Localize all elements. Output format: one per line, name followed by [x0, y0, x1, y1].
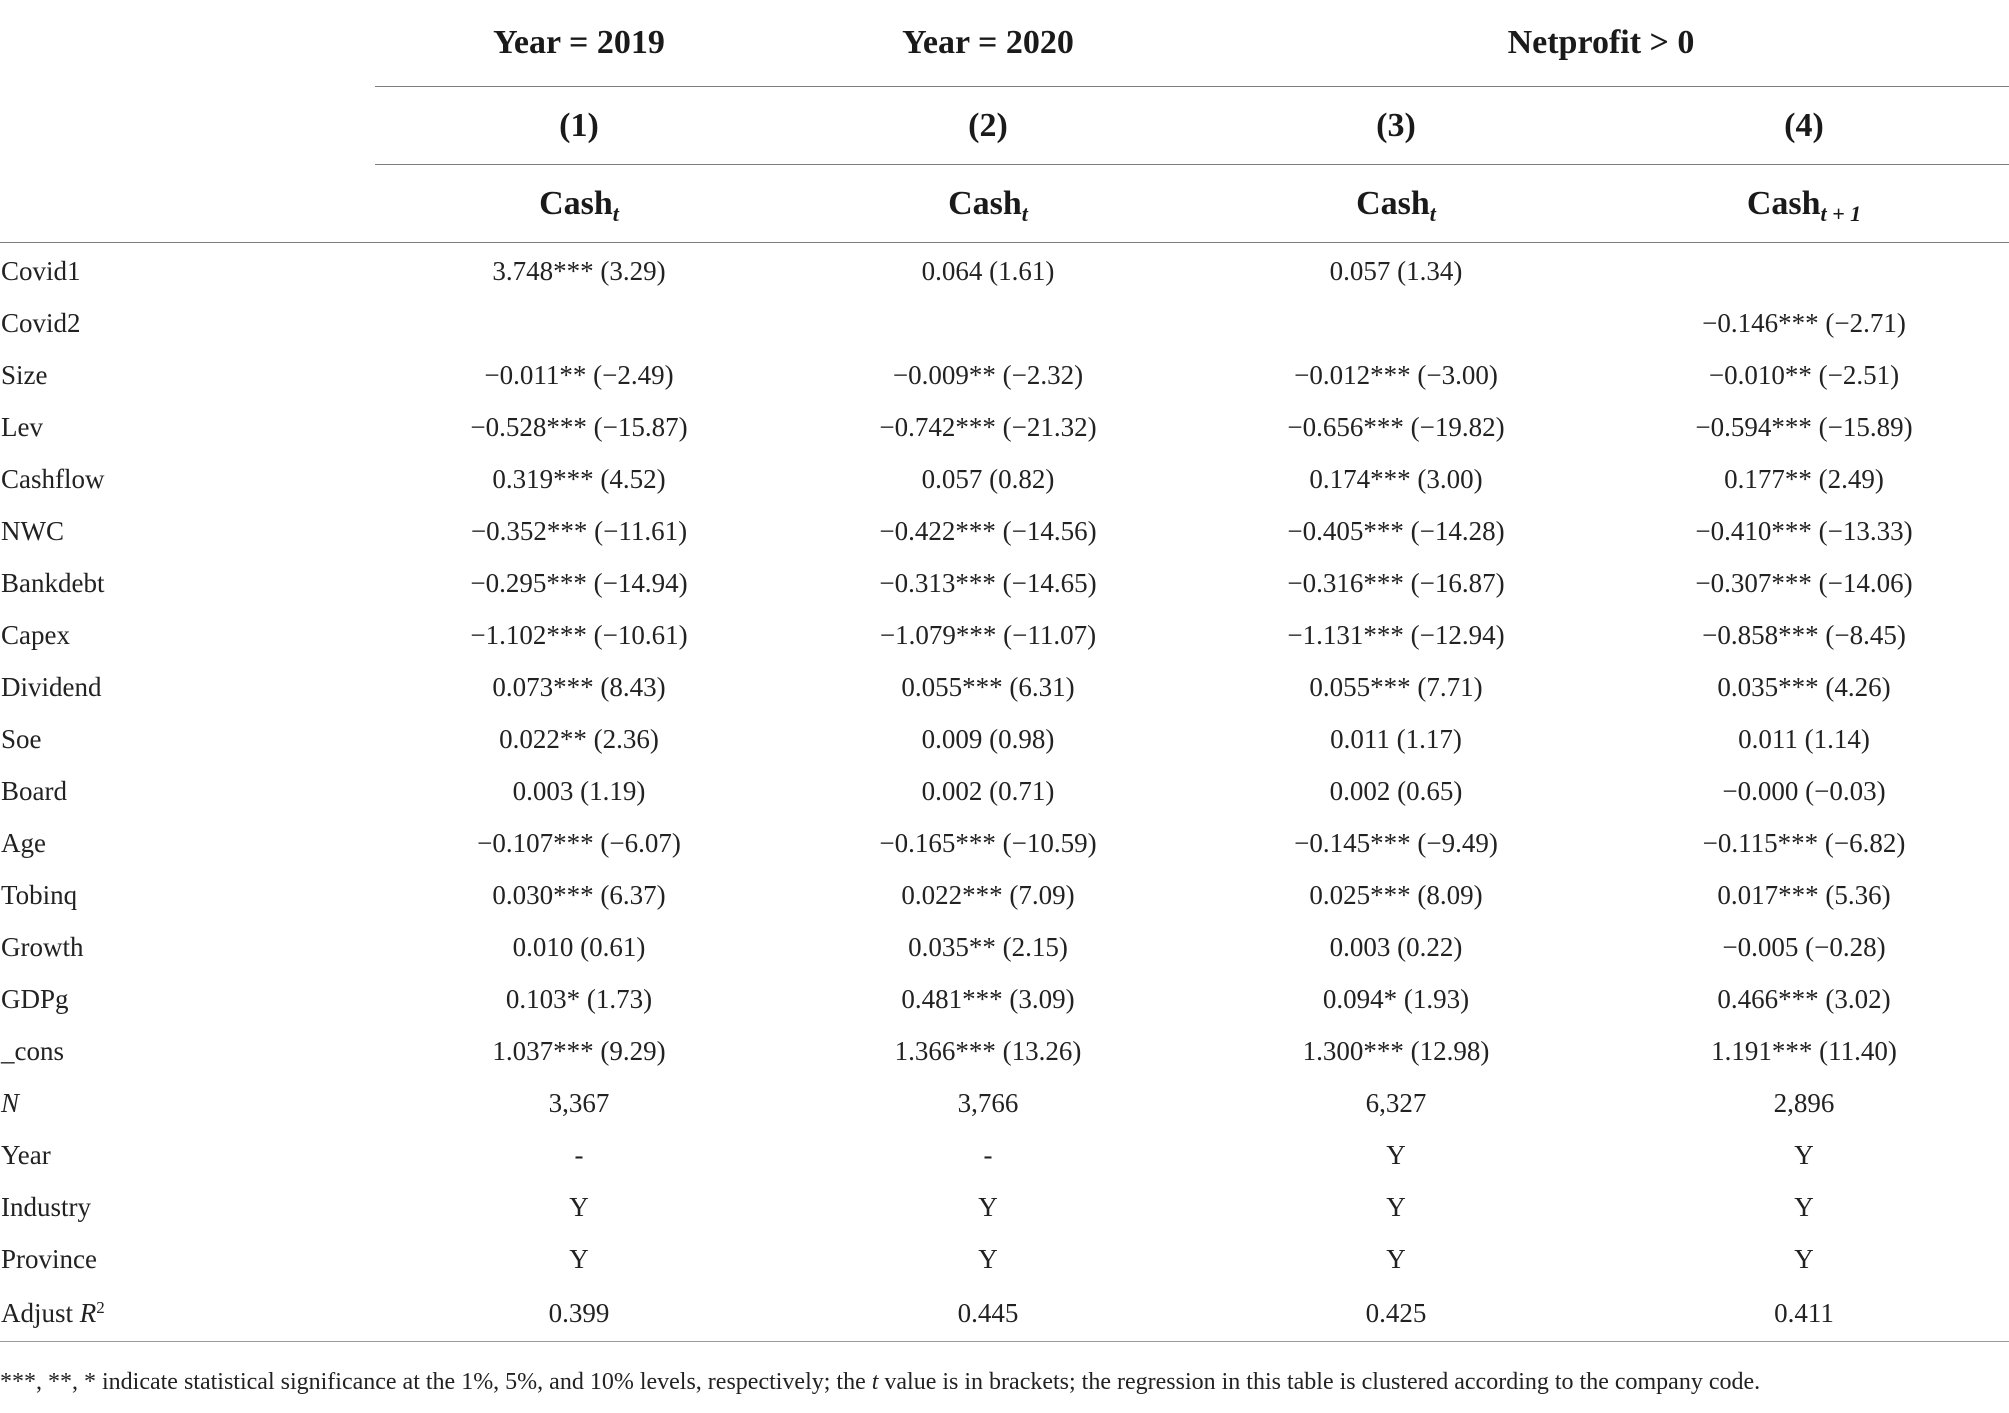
column-number-2: (2) [783, 87, 1193, 165]
row-label: NWC [1, 515, 64, 546]
table-row [0, 349, 2009, 401]
table-cell: 0.466*** (3.02) [1717, 983, 1891, 1014]
group-header-year-2020: Year = 2020 [783, 0, 1193, 87]
table-cell: −0.107*** (−6.07) [477, 827, 681, 858]
table-cell: −1.079*** (−11.07) [879, 619, 1097, 650]
table-cell: −0.165*** (−10.59) [879, 827, 1097, 858]
table-cell: 0.011 (1.17) [1330, 723, 1462, 754]
table-cell: - [983, 1139, 993, 1170]
table-row [0, 869, 2009, 921]
row-label: _cons [1, 1035, 64, 1066]
table-footnote [0, 1369, 1760, 1396]
table-cell: Y [569, 1191, 589, 1222]
table-row [0, 243, 2009, 298]
table-cell: 0.002 (0.65) [1329, 775, 1463, 806]
table-cell [1193, 297, 1599, 349]
table-cell: 0.073*** (8.43) [492, 671, 666, 702]
table-cell: 0.003 (1.19) [512, 775, 646, 806]
table-row [0, 453, 2009, 505]
table-cell: - [574, 1139, 584, 1170]
table-cell: 1.366*** (13.26) [894, 1035, 1082, 1066]
row-label: Covid2 [1, 307, 81, 338]
row-label-superscript: 2 [96, 1297, 105, 1317]
table-cell: 0.055*** (6.31) [901, 671, 1075, 702]
row-label: Year [1, 1139, 51, 1170]
dependent-variable-row [0, 165, 2009, 243]
table-cell: Y [1386, 1139, 1406, 1170]
table-row [0, 557, 2009, 609]
row-label-adjust-r2 [0, 1285, 375, 1342]
row-label: Growth [1, 931, 84, 962]
table-cell: −0.307*** (−14.06) [1695, 567, 1913, 598]
footnote-text-part1: ***, **, * indicate statistical significance at the 1%, 5%, and 10% levels, respectively; the [0, 1369, 872, 1395]
table-cell: −0.313*** (−14.65) [879, 567, 1097, 598]
dep-var-subscript: t + 1 [1820, 200, 1862, 226]
table-row [0, 765, 2009, 817]
column-number-row [0, 87, 2009, 165]
table-cell: 0.319*** (4.52) [492, 463, 666, 494]
table-cell: −0.146*** (−2.71) [1702, 307, 1906, 338]
row-label: Capex [1, 619, 70, 650]
row-label-r: R [79, 1297, 97, 1328]
table-cell: 0.022** (2.36) [499, 723, 659, 754]
table-cell: 0.064 (1.61) [921, 255, 1055, 286]
table-cell: 0.425 [1193, 1285, 1599, 1342]
empty-header-cell [0, 0, 375, 87]
dependent-variable-3 [1193, 165, 1599, 243]
table-cell [1599, 243, 2009, 298]
table-row [0, 1129, 2009, 1181]
table-cell: 0.411 [1599, 1285, 2009, 1342]
table-cell: −0.316*** (−16.87) [1287, 567, 1505, 598]
table-cell: 0.057 (0.82) [921, 463, 1055, 494]
table-row [0, 1181, 2009, 1233]
table-row-adjust-r2 [0, 1285, 2009, 1342]
column-number-1: (1) [375, 87, 783, 165]
table-row [0, 713, 2009, 765]
row-label: Covid1 [1, 255, 81, 286]
row-label: Age [1, 827, 46, 858]
dependent-variable-1 [375, 165, 783, 243]
table-cell: 0.094* (1.93) [1322, 983, 1470, 1014]
table-cell: 3,367 [548, 1087, 610, 1118]
table-cell: 2,896 [1773, 1087, 1835, 1118]
table-row [0, 1077, 2009, 1129]
table-row [0, 609, 2009, 661]
dep-var-name: Cash [539, 184, 613, 222]
table-cell: −1.131*** (−12.94) [1287, 619, 1505, 650]
table-cell: 0.035*** (4.26) [1717, 671, 1891, 702]
table-cell: −0.422*** (−14.56) [879, 515, 1097, 546]
row-label-text: Adjust [1, 1297, 80, 1328]
table-cell: 0.481*** (3.09) [901, 983, 1075, 1014]
table-cell: 0.022*** (7.09) [901, 879, 1075, 910]
table-cell: 0.003 (0.22) [1329, 931, 1463, 962]
table-cell: Y [978, 1191, 998, 1222]
table-row [0, 973, 2009, 1025]
table-cell [783, 297, 1193, 349]
table-row [0, 505, 2009, 557]
table-cell: 0.057 (1.34) [1329, 255, 1463, 286]
row-label: GDPg [1, 983, 69, 1014]
row-label: Tobinq [1, 879, 78, 910]
table-cell: −0.858*** (−8.45) [1702, 619, 1906, 650]
row-label: Size [1, 359, 48, 390]
table-cell: 0.055*** (7.71) [1309, 671, 1483, 702]
table-cell: −0.009** (−2.32) [892, 359, 1084, 390]
table-cell: 0.177** (2.49) [1724, 463, 1884, 494]
table-cell: 3,766 [957, 1087, 1019, 1118]
table-cell: −0.011** (−2.49) [484, 359, 674, 390]
row-label: N [1, 1087, 20, 1118]
table-cell: Y [978, 1243, 998, 1274]
table-cell: Y [1794, 1191, 1814, 1222]
table-cell [375, 297, 783, 349]
group-header-netprofit: Netprofit > 0 [1193, 0, 2009, 87]
table-cell: 0.011 (1.14) [1738, 723, 1870, 754]
table-cell: 3.748*** (3.29) [492, 255, 666, 286]
table-cell: 0.035** (2.15) [908, 931, 1068, 962]
dep-var-subscript: t [612, 200, 619, 226]
dep-var-subscript: t [1021, 200, 1028, 226]
dep-var-subscript: t [1429, 200, 1436, 226]
table-cell: 0.030*** (6.37) [492, 879, 666, 910]
table-cell: Y [569, 1243, 589, 1274]
table-cell: −0.012*** (−3.00) [1294, 359, 1498, 390]
footnote-t-variable: t [871, 1369, 879, 1395]
table-row [0, 297, 2009, 349]
table-cell: −0.656*** (−19.82) [1287, 411, 1505, 442]
empty-header-cell [0, 87, 375, 165]
row-label: Dividend [1, 671, 102, 702]
table-cell: 0.025*** (8.09) [1309, 879, 1483, 910]
table-row [0, 817, 2009, 869]
table-cell: 6,327 [1365, 1087, 1427, 1118]
table-cell: −0.115*** (−6.82) [1702, 827, 1906, 858]
dependent-variable-4 [1599, 165, 2009, 243]
table-cell: 0.399 [375, 1285, 783, 1342]
row-label: Bankdebt [1, 567, 105, 598]
table-row [0, 921, 2009, 973]
group-header-row [0, 0, 2009, 87]
table-cell: 0.002 (0.71) [921, 775, 1055, 806]
group-header-year-2019: Year = 2019 [375, 0, 783, 87]
table-cell: −0.295*** (−14.94) [470, 567, 688, 598]
table-cell: −0.528*** (−15.87) [470, 411, 688, 442]
table-cell: −0.005 (−0.28) [1722, 931, 1886, 962]
table-cell: 0.010 (0.61) [512, 931, 646, 962]
table-cell: Y [1386, 1243, 1406, 1274]
table-cell: −0.405*** (−14.28) [1287, 515, 1505, 546]
dep-var-name: Cash [948, 184, 1022, 222]
table-cell: −0.594*** (−15.89) [1695, 411, 1913, 442]
table-cell: 0.017*** (5.36) [1717, 879, 1891, 910]
table-cell: 1.300*** (12.98) [1302, 1035, 1490, 1066]
dep-var-name: Cash [1356, 184, 1430, 222]
table-cell: 0.174*** (3.00) [1309, 463, 1483, 494]
table-cell: 1.037*** (9.29) [492, 1035, 666, 1066]
table-cell: −1.102*** (−10.61) [470, 619, 688, 650]
row-label: Soe [1, 723, 42, 754]
row-label: Industry [1, 1191, 91, 1222]
table-cell: 0.103* (1.73) [505, 983, 653, 1014]
empty-header-cell [0, 165, 375, 243]
table-cell: 0.445 [783, 1285, 1193, 1342]
row-label: Cashflow [1, 463, 105, 494]
table-cell: Y [1386, 1191, 1406, 1222]
table-cell: −0.742*** (−21.32) [879, 411, 1097, 442]
table-row [0, 1025, 2009, 1077]
dep-var-name: Cash [1746, 184, 1821, 222]
row-label: Board [1, 775, 67, 806]
table-cell: −0.410*** (−13.33) [1695, 515, 1913, 546]
dependent-variable-2 [783, 165, 1193, 243]
table-row [0, 1233, 2009, 1285]
table-cell: Y [1794, 1243, 1814, 1274]
table-cell: −0.352*** (−11.61) [470, 515, 688, 546]
table-row [0, 401, 2009, 453]
table-cell: 1.191*** (11.40) [1711, 1035, 1897, 1066]
column-number-3: (3) [1193, 87, 1599, 165]
table-cell: 0.009 (0.98) [921, 723, 1055, 754]
table-cell: −0.145*** (−9.49) [1294, 827, 1498, 858]
row-label: Lev [1, 411, 43, 442]
table-cell: −0.000 (−0.03) [1722, 775, 1886, 806]
table-cell: Y [1794, 1139, 1814, 1170]
table-row [0, 661, 2009, 713]
table-cell: −0.010** (−2.51) [1708, 359, 1900, 390]
table-body [0, 243, 2009, 1342]
footnote-text-part2: value is in brackets; the regression in this table is clustered according to the company code. [878, 1369, 1761, 1395]
row-label: Province [1, 1243, 97, 1274]
column-number-4: (4) [1599, 87, 2009, 165]
